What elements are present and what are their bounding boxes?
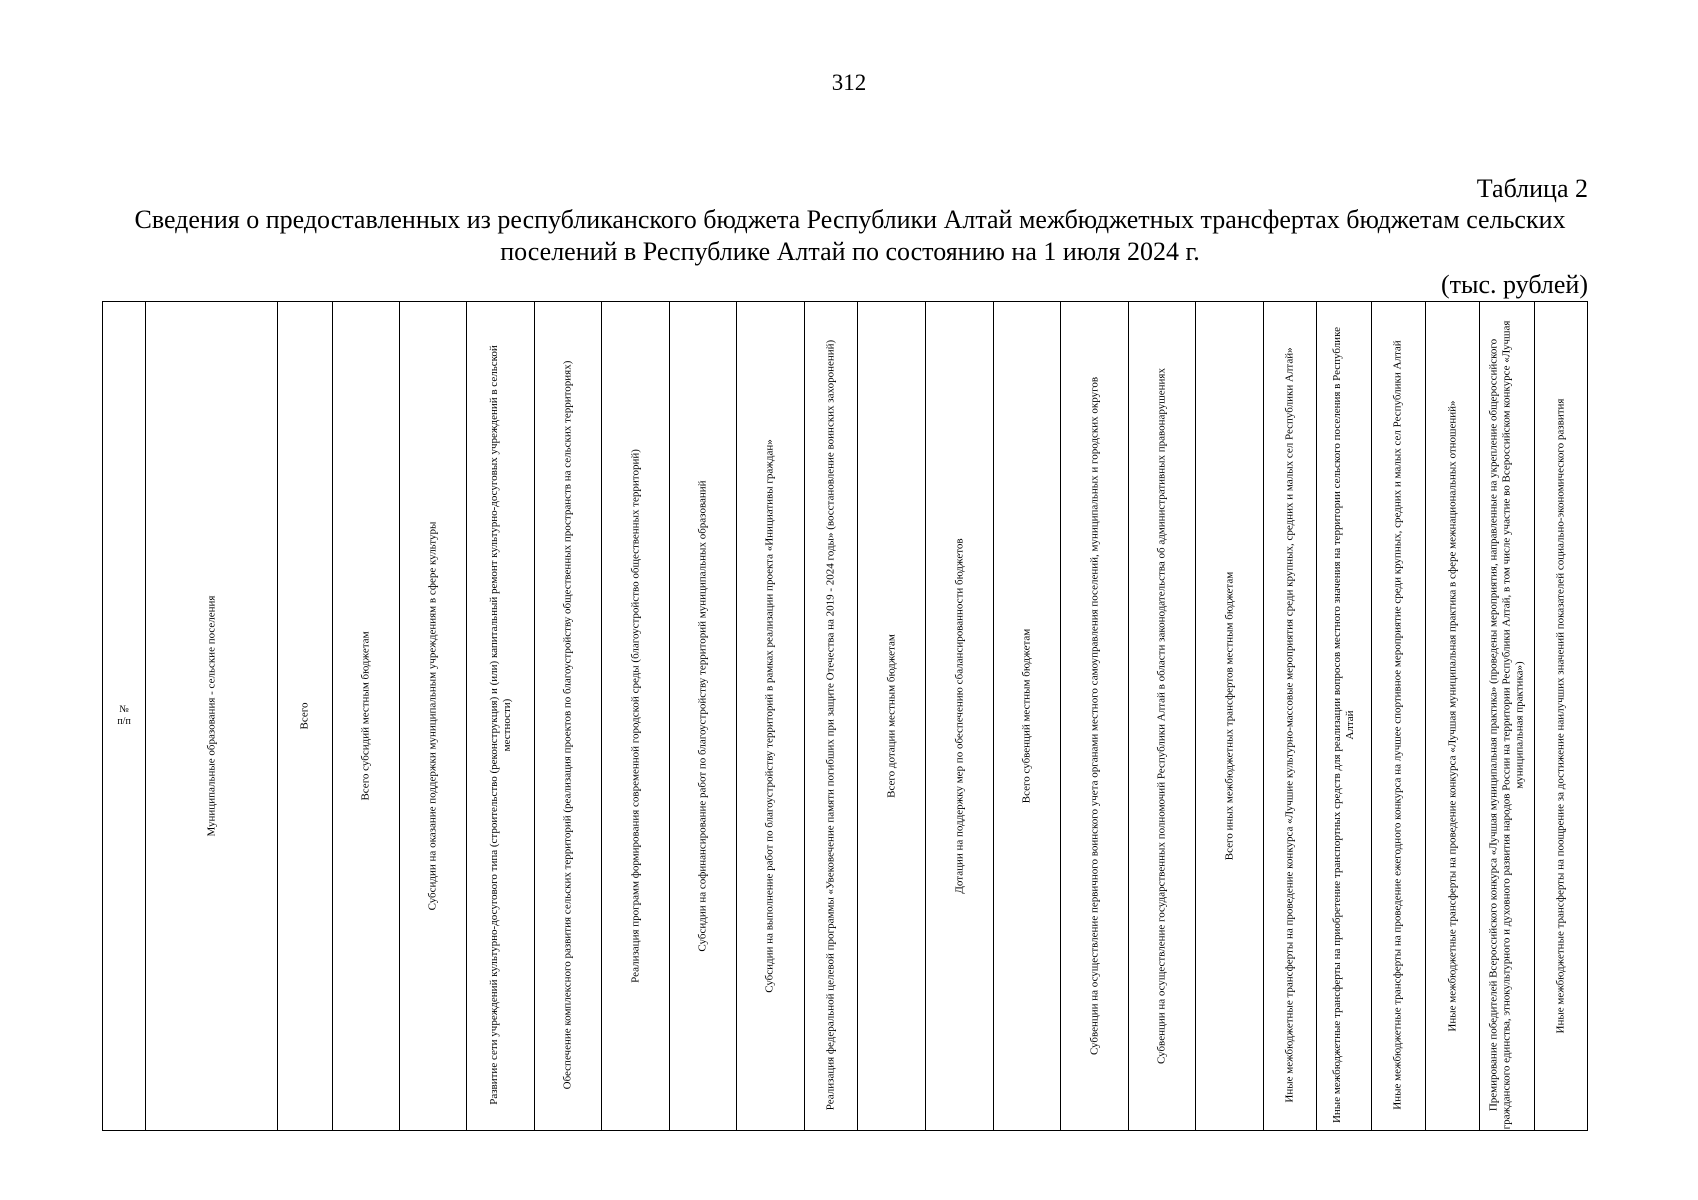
column-header-total-subsidies <box>333 302 400 1130</box>
column-header-development-incentive <box>1535 302 1587 1130</box>
column-header-citizen-initiatives <box>737 302 804 1130</box>
column-header-label: Всего иных межбюджетных трансфертов местным бюджетам <box>1223 571 1236 861</box>
column-header-vehicles-purchase <box>1317 302 1371 1130</box>
column-header-military-registration <box>1061 302 1128 1130</box>
column-header-label: Иные межбюджетные трансферты на проведение конкурса «Лучшие культурно-массовые мероприятия среди крупных, средних и малых сел Республики Алтай» <box>1283 347 1296 1103</box>
column-header-best-practice-award <box>1480 302 1534 1130</box>
column-header-war-memorials <box>805 302 858 1130</box>
column-header-number <box>103 302 146 1130</box>
column-header-administrative-offences <box>1129 302 1196 1130</box>
column-header-label: Иные межбюджетные трансферты на приобретение транспортных средств для реализации вопросов местного значения на территории сельского поселения в Республике Алтай <box>1330 326 1356 1124</box>
column-header-label: Иные межбюджетные трансферты на проведение ежегодного конкурса на лучшее спортивное мероприятие среди крупных, средних и малых сел Республики Алтай <box>1391 340 1404 1110</box>
column-header-label: Иные межбюджетные трансферты на поощрение за достижение наилучших значений показателей социально-экономического развития <box>1554 398 1567 1034</box>
column-header-label: № п/п <box>117 704 131 727</box>
column-header-culture-subsidies <box>400 302 467 1130</box>
column-header-label: Развитие сети учреждений культурно-досугового типа (строительство (реконструкция) и (или) капитальный ремонт культурно-досуговых учреждений в сельской местности) <box>487 345 513 1105</box>
column-header-cultural-events-contest <box>1264 302 1317 1130</box>
column-header-label: Всего субсидий местным бюджетам <box>359 631 372 801</box>
column-header-total-other-transfers <box>1196 302 1263 1130</box>
column-header-label: Субвенции на осуществление государственных полномочий Республики Алтай в области законодательства об административных правонарушениях <box>1155 368 1168 1064</box>
column-header-label: Субсидии на выполнение работ по благоустройству территорий в рамках реализации проекта «Инициативы граждан» <box>763 439 776 993</box>
column-header-culture-network <box>467 302 534 1130</box>
transfers-table-header <box>102 301 1588 1131</box>
column-header-balance-grants <box>926 302 993 1130</box>
column-header-label: Муниципальные образования - сельские поселения <box>205 595 218 837</box>
column-header-label: Субвенции на осуществление первичного воинского учета органами местного самоуправления поселений, муниципальных и городских округов <box>1088 376 1101 1056</box>
column-header-landscaping-cofinancing <box>670 302 737 1130</box>
column-header-label: Всего дотации местным бюджетам <box>885 634 898 798</box>
column-header-label: Иные межбюджетные трансферты на проведение конкурса «Лучшая муниципальная практика в сфере межнациональных отношений» <box>1446 400 1459 1032</box>
column-header-urban-environment <box>602 302 669 1130</box>
column-header-total-grants <box>858 302 926 1130</box>
column-header-label: Всего субвенций местным бюджетам <box>1020 628 1033 804</box>
column-header-rural-development <box>535 302 602 1130</box>
column-header-interethnic-practice <box>1426 302 1480 1130</box>
column-header-total <box>278 302 332 1130</box>
column-header-label: Реализация программ формирования современной городской среды (благоустройство общественных территорий) <box>629 449 642 983</box>
column-header-label: Обеспечение комплексного развития сельских территорий (реализация проектов по благоустройству общественных пространств на сельских территориях) <box>561 360 574 1090</box>
column-header-total-subventions <box>994 302 1061 1130</box>
document-title: Сведения о предоставленных из республиканского бюджета Республики Алтай межбюджетных трансфертах бюджетам сельских поселений в Республике Алтай по состоянию на 1 июля 2024 г. <box>134 205 1566 266</box>
column-header-municipality <box>146 302 278 1130</box>
column-header-sports-contest <box>1372 302 1426 1130</box>
column-header-label: Премирование победителей Всероссийского конкурса «Лучшая муниципальная практика» (проведены мероприятия, направленные на укрепление общероссийского гражданского единства, этнокультурного и духовного развития народов России на территории Республики Алтай, в том числе участие во Всероссийском конкурсе «Лучшая муниципальная практика») <box>1487 320 1526 1130</box>
column-header-label: Всего <box>298 702 311 730</box>
column-header-label: Субсидии на софинансирование работ по благоустройству территорий муниципальных образований <box>696 480 709 952</box>
column-header-label: Дотации на поддержку мер по обеспечению сбалансированности бюджетов <box>953 538 966 894</box>
units-label: (тыс. рублей) <box>1440 270 1588 299</box>
column-header-label: Субсидии на оказание поддержки муниципальным учреждениям в сфере культуры <box>426 521 439 911</box>
column-header-label: Реализация федеральной целевой программы «Увековечение памяти погибших при защите Отечества на 2019 - 2024 годы» (восстановление воинских захоронений) <box>824 339 837 1111</box>
table-label: Таблица 2 <box>1476 174 1588 203</box>
page-number: 312 <box>831 70 867 95</box>
